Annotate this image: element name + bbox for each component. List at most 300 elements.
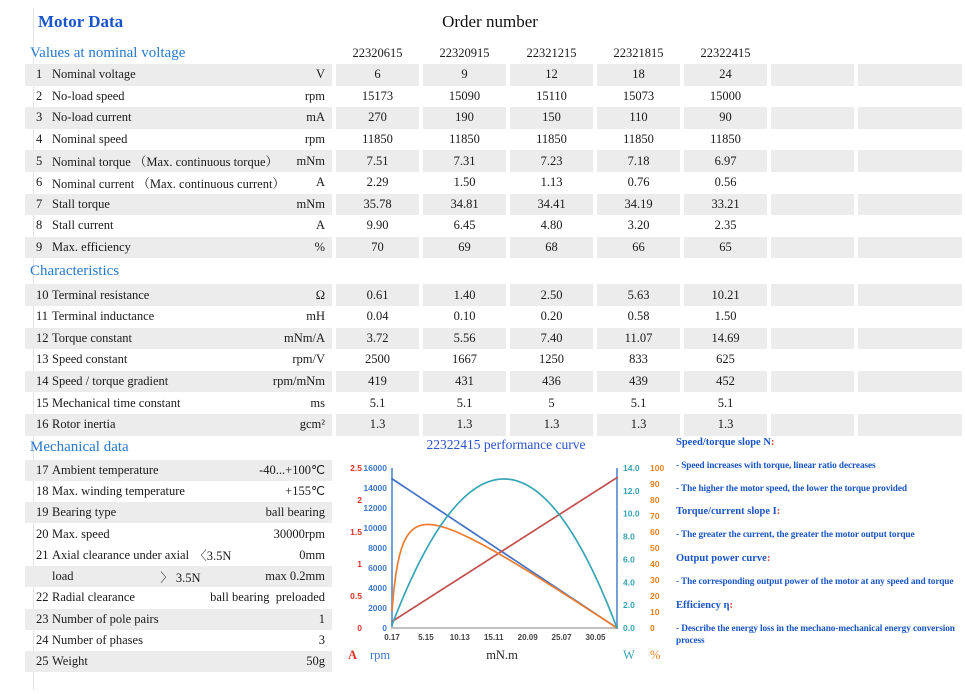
row-label: Speed constant [52, 352, 128, 367]
value-cell: 1.3 [510, 414, 593, 436]
rpm-tick-label: 14000 [363, 483, 387, 493]
value-cell: 0.20 [540, 309, 563, 324]
note-text: - Describe the energy loss in the mechano-mechanical energy conversion process [676, 623, 955, 647]
value-cell: 10.21 [684, 284, 767, 306]
row-value: ball bearing [265, 505, 325, 520]
table-row [25, 349, 962, 371]
order-number-column: 22321815 [613, 45, 664, 60]
A-tick-label: 0 [357, 623, 362, 633]
A-tick-label: 2 [357, 495, 362, 505]
table-row [25, 414, 962, 436]
value-cell [771, 64, 854, 86]
W-tick-label: 8.0 [623, 531, 635, 542]
note-colon: : [776, 506, 781, 518]
row-label: No-load current [52, 110, 132, 125]
row-unit: ms [310, 395, 325, 410]
value-cell [771, 392, 854, 414]
row-value: 0mm [299, 547, 325, 562]
value-cell: 1250 [539, 352, 564, 367]
row-label: Nominal voltage [52, 67, 136, 82]
row-value: 50g [306, 654, 325, 669]
row-label: Max. winding temperature [52, 483, 185, 498]
row-number: 19 [36, 505, 49, 520]
value-cell: 11850 [449, 132, 480, 147]
row-unit: gcm² [299, 417, 325, 432]
note-colon: : [729, 599, 733, 611]
note-bullet [676, 483, 965, 496]
row-label: Number of phases [52, 633, 143, 648]
note-text: Speed/torque slope N [676, 437, 771, 448]
value-cell: 625 [716, 352, 735, 367]
page-title: Motor Data [38, 12, 124, 31]
value-cell: 15090 [448, 88, 481, 103]
row-unit: A [315, 175, 325, 190]
value-cell [771, 129, 854, 151]
rpm-tick-label: 10000 [363, 523, 387, 533]
row-number: 24 [36, 633, 49, 648]
pct-tick-label: 0 [650, 623, 655, 633]
notes-panel [676, 436, 965, 658]
row-label: Bearing type [52, 505, 117, 520]
x-tick-label: 5.15 [418, 633, 434, 642]
value-cell [771, 194, 854, 216]
row-unit: mNm/A [284, 330, 325, 345]
A-tick-label: 0.5 [350, 591, 362, 601]
note-heading [676, 599, 965, 613]
pct-tick-label: 40 [650, 559, 660, 569]
row-value: ball bearing preloaded [210, 590, 325, 605]
value-cell: 1.3 [336, 414, 419, 436]
mech-row [25, 587, 332, 608]
row-label-cell [25, 215, 332, 237]
row-number: 17 [36, 462, 49, 477]
row-label-cell [25, 328, 332, 350]
pct-tick-label: 20 [650, 591, 660, 601]
pct-tick-label: 70 [650, 511, 660, 521]
value-cell: 12 [510, 64, 593, 86]
order-number-column: 22320915 [439, 45, 490, 60]
row-label-cell [25, 129, 332, 151]
value-cell: 2.35 [714, 218, 737, 233]
row-number: 4 [36, 132, 43, 147]
value-cell: 24 [684, 64, 767, 86]
row-number: 14 [36, 374, 49, 389]
mech-row [25, 566, 332, 587]
row-label: Number of pole pairs [52, 611, 159, 626]
value-cell [771, 414, 854, 436]
row-label-cell [25, 284, 332, 306]
value-cell [771, 150, 854, 172]
row-number: 22 [36, 590, 49, 605]
value-cell: 5.1 [369, 395, 386, 410]
value-cell: 1.40 [423, 284, 506, 306]
value-cell: 11850 [623, 132, 654, 147]
W-tick-label: 14.0 [623, 463, 640, 473]
section-header: Characteristics [30, 262, 120, 279]
row-label: Terminal resistance [52, 287, 150, 302]
rpm-tick-label: 4000 [368, 583, 387, 593]
pct-tick-label: 10 [650, 607, 660, 617]
row-value: 3 [318, 633, 325, 648]
value-cell: 2.50 [510, 284, 593, 306]
row-value: +155℃ [285, 484, 325, 499]
table-row [25, 64, 962, 86]
row-label-cell [25, 107, 332, 129]
value-cell: 439 [597, 371, 680, 393]
pct-tick-label: 60 [650, 527, 660, 537]
row-unit: V [315, 67, 325, 82]
value-cell: 11.07 [597, 328, 680, 350]
row-number: 6 [36, 175, 43, 190]
value-cell [771, 284, 854, 306]
value-cell [858, 371, 962, 393]
value-cell: 5.1 [717, 395, 734, 410]
order-number-column: 22321215 [526, 45, 577, 60]
pct-tick-label: 90 [650, 479, 660, 489]
A-tick-label: 2.5 [350, 463, 362, 473]
row-label-cell [25, 194, 332, 216]
rpm-tick-label: 0 [382, 623, 387, 633]
value-cell: 1.3 [597, 414, 680, 436]
value-cell: 0.76 [627, 175, 650, 190]
mech-row [25, 481, 332, 502]
value-cell: 15110 [536, 88, 567, 103]
value-cell: 11850 [362, 132, 393, 147]
x-tick-label: 0.17 [384, 633, 400, 642]
row-number: 21 [36, 547, 49, 562]
x-tick-label: 10.13 [449, 633, 470, 642]
row-label-cell [25, 237, 332, 259]
row-label-cell [25, 172, 332, 194]
row-label-cell [25, 86, 332, 108]
value-cell: 0.58 [627, 309, 650, 324]
value-cell: 0.56 [714, 175, 737, 190]
note-text: Torque/current slope I [676, 506, 777, 518]
table-row [25, 392, 962, 414]
row-condition: 〉 3.5N [160, 570, 201, 585]
row-number: 1 [36, 67, 43, 82]
note-text: - The corresponding output power of the motor at any speed and torque [676, 577, 954, 588]
note-colon: : [770, 437, 775, 448]
table-row [25, 237, 962, 259]
row-number: 18 [36, 483, 49, 498]
value-cell: 1.50 [453, 175, 476, 190]
row-condition: 〈3.5N [194, 549, 232, 564]
A-tick-label: 1.5 [350, 527, 362, 537]
value-cell: 70 [336, 237, 419, 259]
performance-chart [336, 455, 676, 694]
value-cell: 69 [423, 237, 506, 259]
W-tick-label: 12.0 [623, 485, 640, 496]
row-label: Ambient temperature [52, 462, 159, 477]
note-heading [676, 505, 965, 519]
value-cell [771, 306, 854, 328]
value-cell [858, 129, 962, 151]
row-number: 2 [36, 88, 43, 103]
efficiency-axis-unit: % [650, 648, 661, 662]
table-row [25, 328, 962, 350]
value-cell: 5.56 [423, 328, 506, 350]
value-cell: 431 [423, 371, 506, 393]
order-columns-row [25, 42, 962, 64]
row-label-cell [25, 392, 332, 414]
value-cell: 90 [684, 107, 767, 129]
row-label-cell [25, 371, 332, 393]
value-cell: 34.81 [423, 194, 506, 216]
value-cell: 5.1 [630, 395, 647, 410]
value-cell: 150 [510, 107, 593, 129]
value-cell [858, 86, 962, 108]
table-row [25, 150, 962, 172]
pct-tick-label: 30 [650, 575, 660, 585]
value-cell: 15173 [361, 88, 394, 103]
row-unit: rpm [304, 132, 325, 147]
value-cell: 436 [510, 371, 593, 393]
row-unit: % [314, 240, 325, 255]
value-cell: 3.20 [627, 218, 650, 233]
value-cell: 65 [684, 237, 767, 259]
pct-tick-label: 80 [650, 495, 660, 505]
value-cell: 1.50 [714, 309, 737, 324]
row-label-cell [25, 414, 332, 436]
value-cell: 7.31 [423, 150, 506, 172]
note-bullet [676, 460, 965, 473]
table-row [25, 107, 962, 129]
value-cell [858, 349, 962, 371]
value-cell [771, 349, 854, 371]
section-header: Values at nominal voltage [30, 44, 186, 61]
W-tick-label: 6.0 [623, 554, 635, 565]
value-cell [771, 215, 854, 237]
order-number-column [771, 42, 854, 64]
row-label: Stall current [52, 218, 114, 233]
x-tick-label: 30.05 [585, 633, 606, 642]
rpm-tick-label: 8000 [368, 543, 387, 553]
row-unit: mNm [296, 153, 325, 168]
value-cell: 270 [336, 107, 419, 129]
note-bullet [676, 623, 965, 648]
row-number: 9 [36, 240, 43, 255]
chart-title: 22322415 performance curve [426, 437, 586, 452]
row-label: No-load speed [52, 88, 125, 103]
row-label-cell [25, 306, 332, 328]
row-label: Nominal torque （Max. continuous torque） [52, 155, 279, 170]
rpm-tick-label: 16000 [363, 463, 387, 473]
value-cell: 11850 [710, 132, 741, 147]
row-unit: Ω [315, 287, 325, 302]
value-cell: 35.78 [336, 194, 419, 216]
value-cell: 7.40 [510, 328, 593, 350]
speed-axis-unit: rpm [370, 648, 391, 662]
x-tick-label: 15.11 [483, 633, 504, 642]
value-cell [858, 107, 962, 129]
value-cell: 1.3 [423, 414, 506, 436]
value-cell [858, 237, 962, 259]
value-cell: 7.18 [597, 150, 680, 172]
row-label: Radial clearance [52, 590, 135, 605]
row-label: Max. speed [52, 526, 110, 541]
value-cell: 14.69 [684, 328, 767, 350]
row-label-cell [25, 64, 332, 86]
value-cell [771, 86, 854, 108]
note-heading [676, 436, 965, 450]
value-cell: 33.21 [684, 194, 767, 216]
row-label: Mechanical time constant [52, 395, 181, 410]
value-cell: 6.45 [453, 218, 476, 233]
table-row [25, 129, 962, 151]
table-row [25, 306, 962, 328]
rpm-tick-label: 2000 [368, 603, 387, 613]
mech-row [25, 502, 332, 523]
mech-row [25, 609, 332, 630]
W-tick-label: 4.0 [623, 577, 635, 588]
row-unit: A [315, 218, 325, 233]
value-cell: 0.10 [453, 309, 476, 324]
value-cell: 9.90 [366, 218, 389, 233]
value-cell: 7.23 [510, 150, 593, 172]
row-unit: rpm/mNm [272, 374, 325, 389]
value-cell: 2500 [365, 352, 390, 367]
pct-tick-label: 50 [650, 543, 660, 553]
row-unit: mH [306, 309, 325, 324]
pct-tick-label: 100 [650, 463, 665, 473]
value-cell [858, 414, 962, 436]
row-number: 11 [36, 309, 49, 324]
row-number: 12 [36, 330, 49, 345]
value-cell: 5 [548, 395, 555, 410]
order-number-column: 22320615 [352, 45, 403, 60]
value-cell: 0.61 [336, 284, 419, 306]
row-unit: rpm/V [292, 352, 325, 367]
row-label-cell [25, 349, 332, 371]
value-cell: 1.3 [684, 414, 767, 436]
order-number-heading: Order number [442, 12, 538, 31]
torque-axis-unit: mN.m [486, 648, 518, 662]
table-row [25, 194, 962, 216]
value-cell: 4.80 [540, 218, 563, 233]
row-value: 1 [318, 611, 325, 626]
note-colon: : [766, 552, 771, 564]
value-cell [858, 284, 962, 306]
value-cell [771, 371, 854, 393]
row-number: 7 [36, 196, 43, 211]
value-cell: 68 [510, 237, 593, 259]
rpm-tick-label: 12000 [363, 503, 387, 513]
value-cell [858, 150, 962, 172]
mech-row [25, 523, 332, 544]
value-cell: 15000 [709, 88, 742, 103]
row-number: 15 [36, 395, 49, 410]
W-tick-label: 0.0 [623, 623, 635, 633]
row-number: 5 [36, 153, 43, 168]
row-label: Weight [52, 654, 88, 669]
value-cell: 190 [423, 107, 506, 129]
row-value: max 0.2mm [265, 569, 325, 584]
note-text: Efficiency η [676, 599, 730, 611]
value-cell [771, 328, 854, 350]
value-cell: 6 [336, 64, 419, 86]
value-cell: 15073 [622, 88, 655, 103]
value-cell [771, 107, 854, 129]
row-unit: mNm [296, 196, 325, 211]
value-cell: 7.51 [336, 150, 419, 172]
mech-row [25, 651, 332, 672]
row-number: 20 [36, 526, 49, 541]
value-cell: 1.13 [540, 175, 563, 190]
W-tick-label: 2.0 [623, 600, 635, 611]
row-label-cell [25, 150, 332, 172]
note-text: - The higher the motor speed, the lower the torque provided [676, 483, 907, 494]
value-cell [858, 64, 962, 86]
note-heading [676, 552, 965, 566]
value-cell [858, 194, 962, 216]
value-cell: 34.41 [510, 194, 593, 216]
row-label: Nominal speed [52, 132, 128, 147]
value-cell: 6.97 [684, 150, 767, 172]
value-cell: 0.04 [366, 309, 389, 324]
row-label: Speed / torque gradient [52, 374, 169, 389]
row-number: 8 [36, 218, 43, 233]
row-unit: rpm [304, 88, 325, 103]
table-row [25, 371, 962, 393]
row-label: Terminal inductance [52, 309, 155, 324]
value-cell: 11850 [536, 132, 567, 147]
note-text: - Speed increases with torque, linear ratio decreases [676, 461, 876, 472]
row-number: 23 [36, 611, 49, 626]
value-cell: 9 [423, 64, 506, 86]
value-cell: 5.1 [456, 395, 473, 410]
row-label: Stall torque [52, 196, 110, 211]
mech-row [25, 630, 332, 651]
row-unit: mA [306, 110, 325, 125]
value-cell [858, 306, 962, 328]
rpm-tick-label: 6000 [368, 563, 387, 573]
order-number-column [858, 42, 962, 64]
row-label: load [52, 569, 74, 584]
value-cell [858, 215, 962, 237]
value-cell: 1667 [452, 352, 477, 367]
efficiency-curve [392, 524, 617, 628]
row-number: 16 [36, 417, 49, 432]
table-row [25, 172, 962, 194]
row-label: Axial clearance under axial [52, 547, 190, 562]
value-cell: 833 [629, 352, 648, 367]
mech-row [25, 545, 332, 566]
value-cell [858, 328, 962, 350]
A-tick-label: 1 [357, 559, 362, 569]
note-text: Output power curve [676, 552, 767, 564]
value-cell: 452 [684, 371, 767, 393]
order-number-column: 22322415 [700, 45, 751, 60]
table-row [25, 215, 962, 237]
value-cell: 18 [597, 64, 680, 86]
value-cell: 34.19 [597, 194, 680, 216]
row-value: 30000rpm [273, 526, 325, 541]
power-axis-unit: W [623, 648, 635, 662]
table-row [25, 86, 962, 108]
current-axis-unit: A [348, 648, 358, 662]
row-label: Torque constant [52, 330, 133, 345]
x-tick-label: 25.07 [551, 633, 572, 642]
value-cell [858, 392, 962, 414]
value-cell: 3.72 [336, 328, 419, 350]
value-cell: 2.29 [366, 175, 389, 190]
value-cell: 419 [336, 371, 419, 393]
value-cell: 5.63 [597, 284, 680, 306]
row-number: 25 [36, 654, 49, 669]
row-value: -40...+100℃ [259, 463, 325, 478]
row-number: 13 [36, 352, 49, 367]
